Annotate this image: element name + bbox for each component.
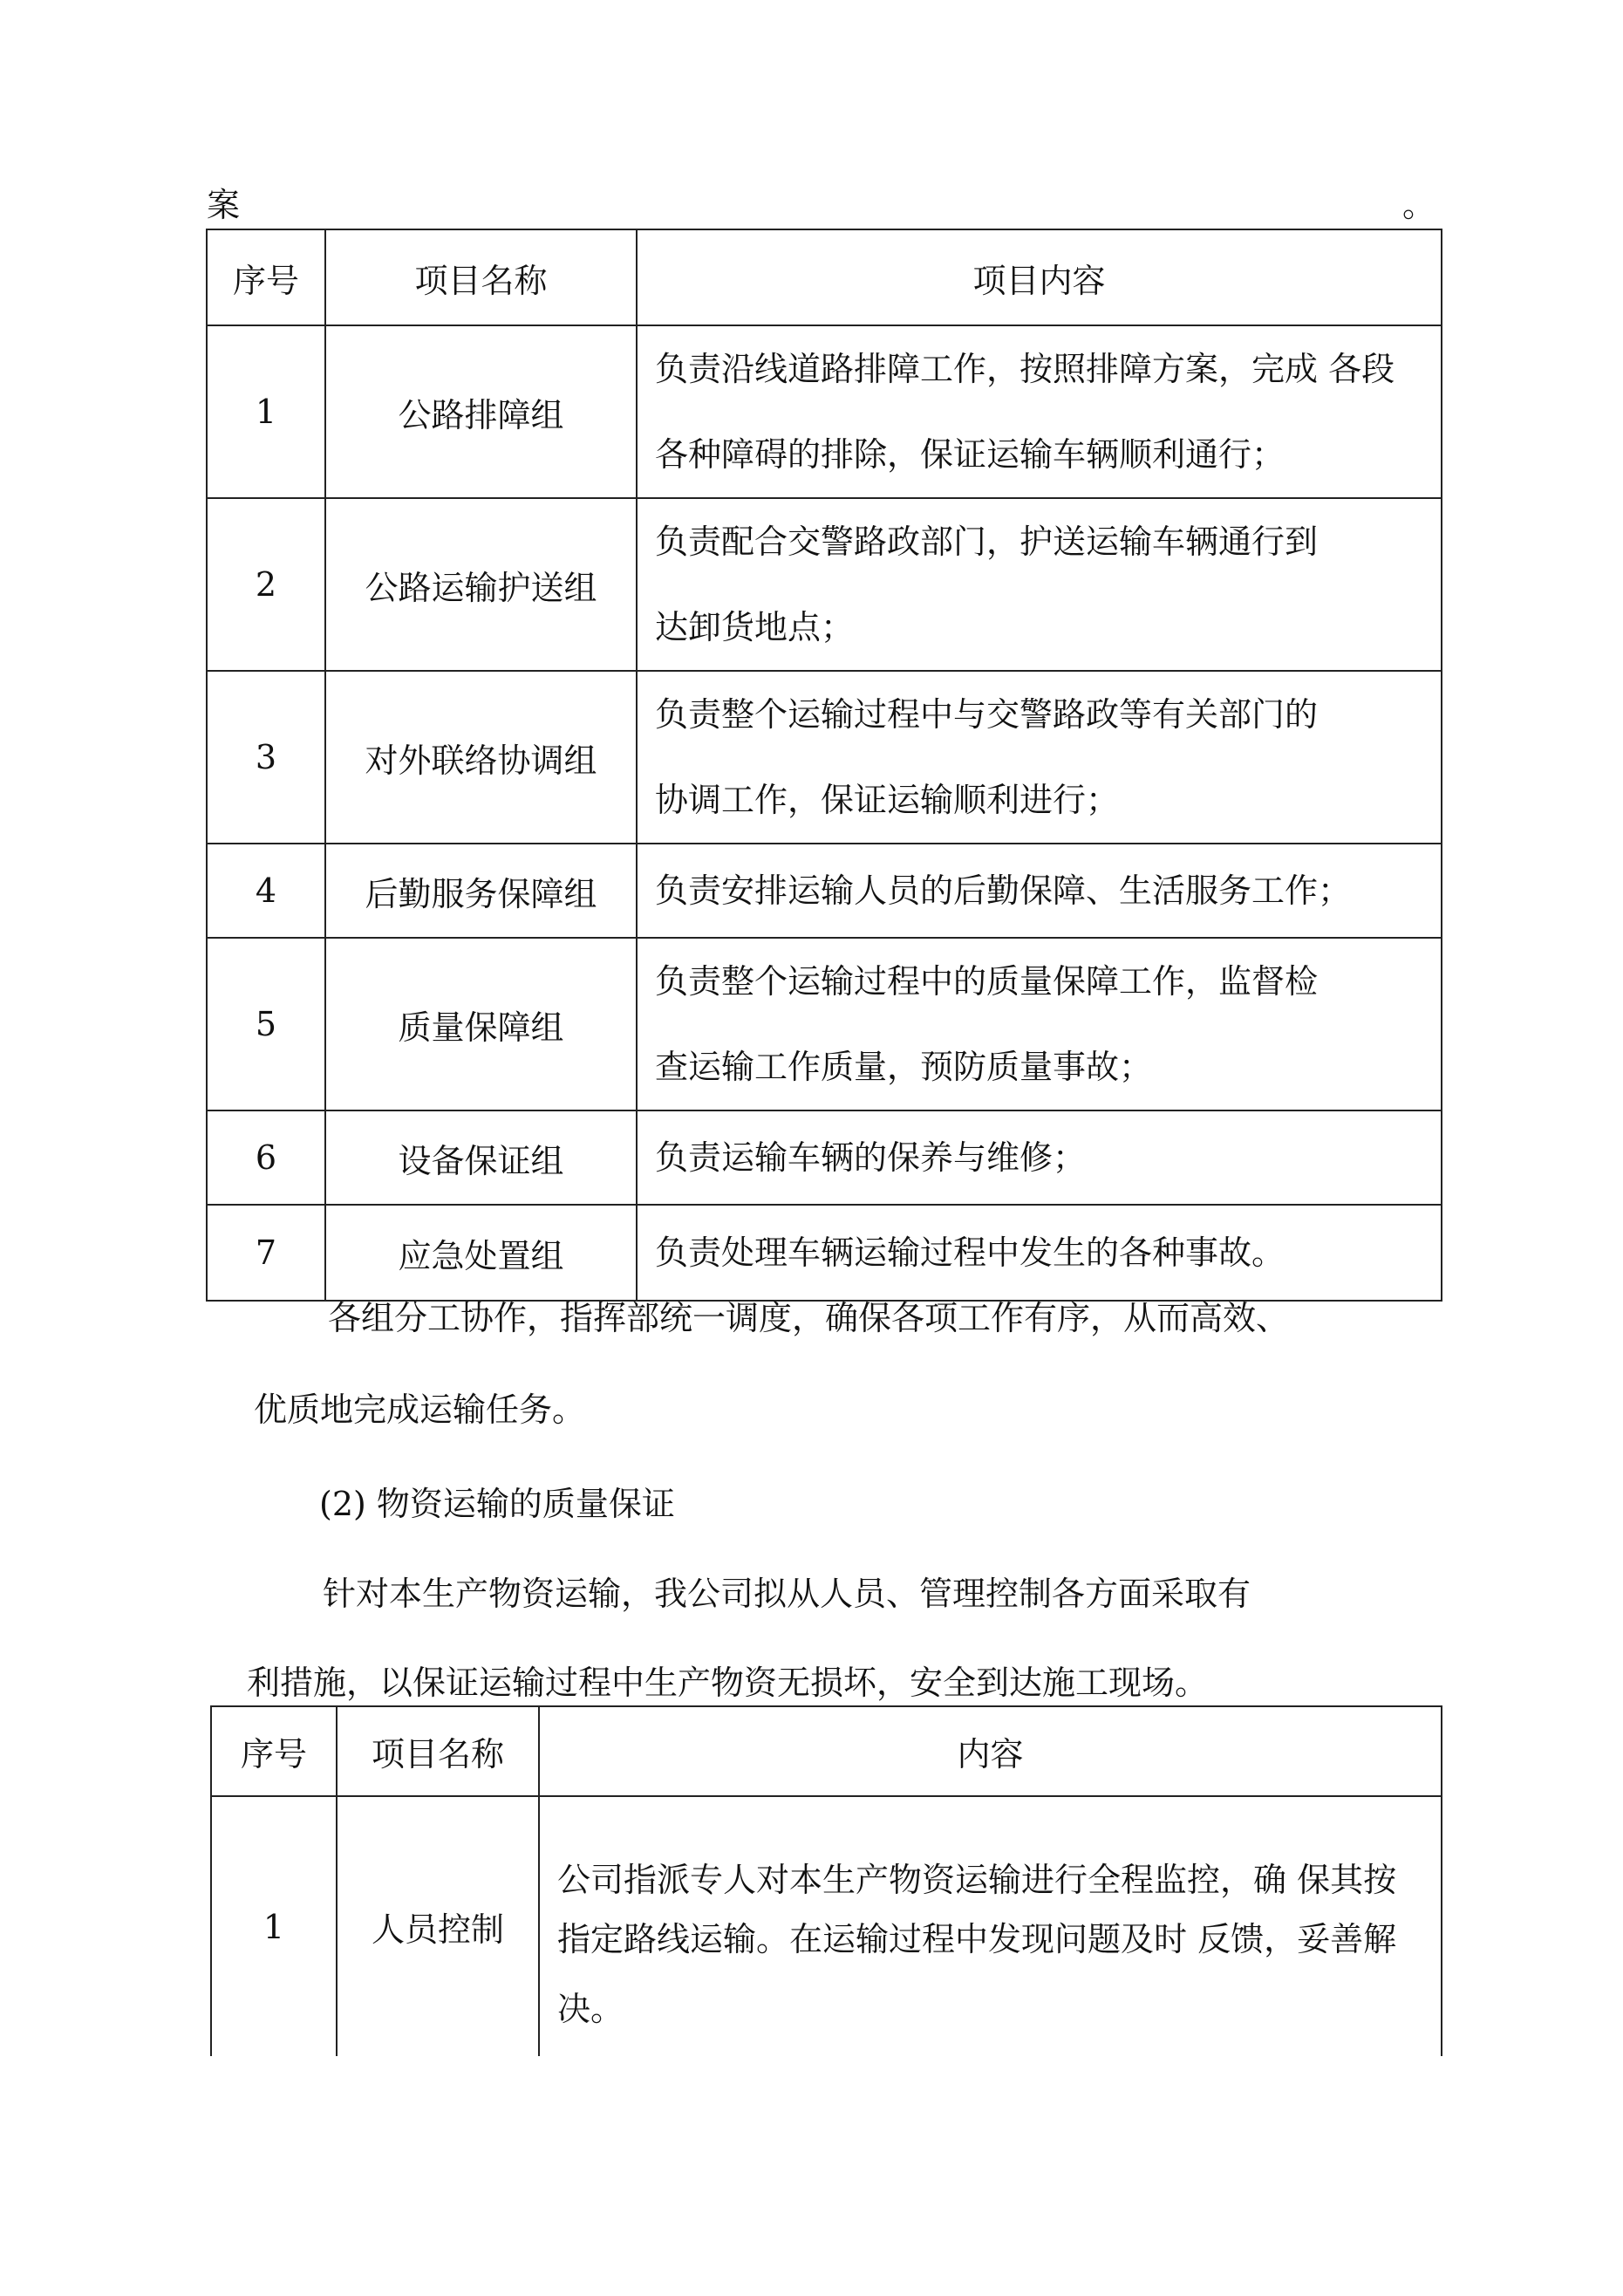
lead-end-mark: 。 xyxy=(1402,186,1436,224)
header-no: 序号 xyxy=(211,1706,337,1796)
quality-table xyxy=(210,1705,1442,2056)
row-name: 人员控制 xyxy=(337,1796,539,2056)
row-content xyxy=(637,1110,1442,1205)
table-row xyxy=(207,1205,1442,1301)
row-content-line: 查运输工作质量，预防质量事故； xyxy=(655,1048,1153,1086)
header-content: 项目内容 xyxy=(637,229,1442,325)
paragraph-line: 各组分工协作，指挥部统一调度，确保各项工作有序，从而高效、 xyxy=(328,1299,1290,1337)
row-name: 设备保证组 xyxy=(325,1110,637,1205)
row-name: 公路运输护送组 xyxy=(325,498,637,671)
table-row xyxy=(207,1110,1442,1205)
row-content xyxy=(637,1205,1442,1301)
row-no: 4 xyxy=(207,844,325,938)
row-content-line: 负责运输车辆的保养与维修； xyxy=(655,1138,1087,1177)
row-content xyxy=(637,671,1442,844)
row-content-line: 负责沿线道路排障工作，按照排障方案，完成 各段 xyxy=(655,350,1395,388)
paragraph-line: 利措施，以保证运输过程中生产物资无损坏，安全到达施工现场。 xyxy=(247,1664,1209,1702)
row-name: 后勤服务保障组 xyxy=(325,844,637,938)
table-header-row xyxy=(207,229,1442,325)
section-heading: (2) 物资运输的质量保证 xyxy=(319,1485,675,1523)
paragraph-line: 优质地完成运输任务。 xyxy=(254,1391,586,1429)
row-content-line: 负责整个运输过程中与交警路政等有关部门的 xyxy=(655,695,1319,734)
row-no: 1 xyxy=(207,325,325,498)
table-row xyxy=(207,844,1442,938)
row-content-line: 达卸货地点； xyxy=(655,608,855,646)
row-content-line: 负责整个运输过程中的质量保障工作，监督检 xyxy=(655,962,1319,1001)
row-no: 5 xyxy=(207,938,325,1110)
table-row xyxy=(207,671,1442,844)
row-content xyxy=(637,325,1442,498)
row-name: 质量保障组 xyxy=(325,938,637,1110)
table-row xyxy=(207,938,1442,1110)
row-content-line: 协调工作，保证运输顺利进行； xyxy=(655,781,1120,819)
header-name: 项目名称 xyxy=(325,229,637,325)
header-no: 序号 xyxy=(207,229,325,325)
row-content-line: 负责安排运输人员的后勤保障、生活服务工作； xyxy=(655,871,1352,910)
header-name: 项目名称 xyxy=(337,1706,539,1796)
lead-char: 案 xyxy=(207,186,241,224)
row-no: 3 xyxy=(207,671,325,844)
row-name: 公路排障组 xyxy=(325,325,637,498)
row-content xyxy=(539,1796,1442,2056)
table-row xyxy=(211,1796,1442,2056)
row-content-line: 各种障碍的排除，保证运输车辆顺利通行； xyxy=(655,435,1285,474)
row-no: 6 xyxy=(207,1110,325,1205)
row-no: 7 xyxy=(207,1205,325,1301)
table-row xyxy=(207,498,1442,671)
row-content-line: 负责配合交警路政部门，护送运输车辆通行到 xyxy=(655,523,1319,561)
row-content xyxy=(637,498,1442,671)
row-no: 1 xyxy=(211,1796,337,2056)
organization-table xyxy=(206,229,1442,1302)
row-content-line: 决。 xyxy=(557,1989,624,2028)
header-content: 内容 xyxy=(539,1706,1442,1796)
table-header-row xyxy=(211,1706,1442,1796)
row-content-line: 公司指派专人对本生产物资运输进行全程监控，确 保其按 xyxy=(557,1860,1397,1899)
row-no: 2 xyxy=(207,498,325,671)
table-row xyxy=(207,325,1442,498)
row-content-line: 负责处理车辆运输过程中发生的各种事故。 xyxy=(655,1233,1285,1272)
row-content xyxy=(637,844,1442,938)
row-content xyxy=(637,938,1442,1110)
row-name: 对外联络协调组 xyxy=(325,671,637,844)
row-name: 应急处置组 xyxy=(325,1205,637,1301)
paragraph-line: 针对本生产物资运输，我公司拟从人员、管理控制各方面采取有 xyxy=(323,1575,1251,1613)
row-content-line: 指定路线运输。在运输过程中发现问题及时 反馈，妥善解 xyxy=(557,1919,1397,1958)
